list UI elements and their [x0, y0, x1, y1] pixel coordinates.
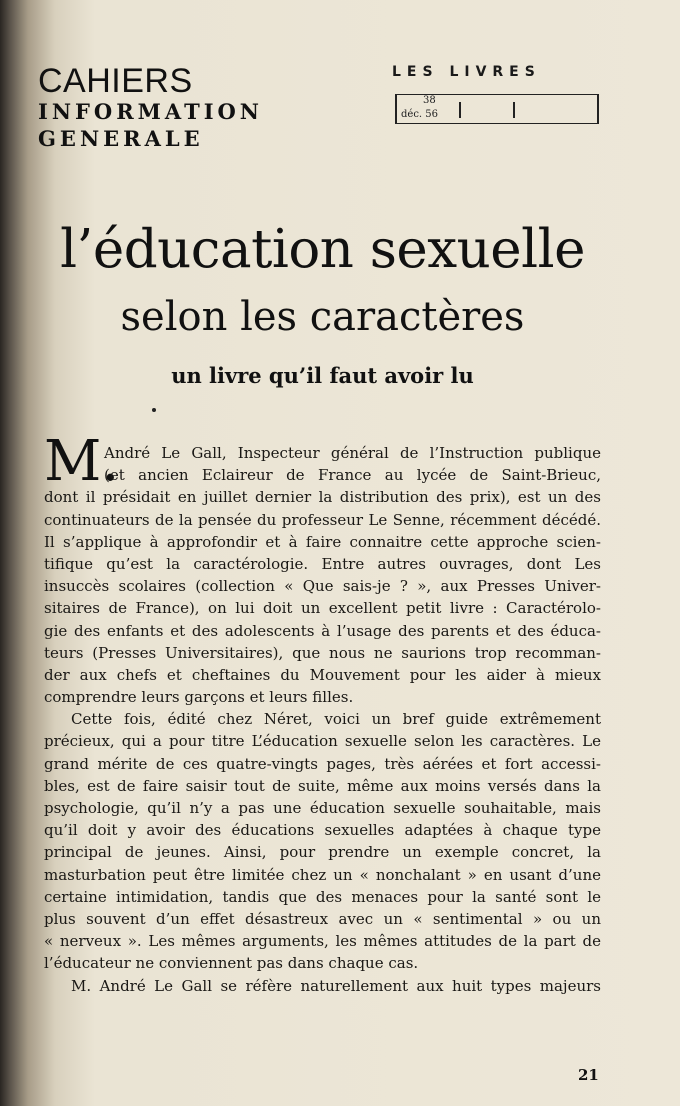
brand-title-line2: INFORMATION [38, 99, 264, 124]
issue-box [395, 94, 599, 124]
body-line: bles, est de faire saisir tout de suite, même aux moins versés dans la [44, 776, 601, 795]
body-line: certaine intimidation, tandis que des menaces pour la santé sont le [44, 887, 601, 906]
body-line: (et ancien Eclaireur de France au lycée de Saint-Brieuc, [104, 466, 601, 485]
body-line: M. André Le Gall se réfère naturellement aux huit types majeurs [71, 976, 601, 995]
ornament-dot [152, 408, 156, 412]
article-title-line2: selon les caractères [120, 294, 525, 340]
body-line: qu’il doit y avoir des éducations sexuelles adaptées à chaque type [44, 821, 601, 840]
issue-box-divider [513, 102, 515, 118]
body-line: principal de jeunes. Ainsi, pour prendre un exemple concret, la [44, 843, 601, 862]
page-number: 21 [578, 1066, 599, 1084]
brand-title-line1: CAHIERS [38, 62, 193, 100]
body-line: psychologie, qu’il n’y a pas une éducation sexuelle souhaitable, mais [44, 799, 601, 817]
article-body [44, 442, 601, 997]
body-line: insuccès scolaires (collection « Que sais-je ? », aux Presses Univer- [44, 577, 601, 596]
issue-box-divider [459, 102, 461, 118]
body-line: Cette fois, édité chez Néret, voici un bref guide extrêmement [71, 710, 601, 729]
body-line: masturbation peut être limitée chez un « nonchalant » en usant d’une [44, 865, 601, 884]
body-line: André Le Gall, Inspecteur général de l’Instruction publique [104, 444, 601, 462]
body-line: « nerveux ». Les mêmes arguments, les mêmes attitudes de la part de [44, 932, 601, 951]
drop-cap: M. [44, 429, 120, 494]
body-line: continuateurs de la pensée du professeur Le Senne, récemment décédé. [44, 510, 601, 529]
body-line: tifique qu’est la caractérologie. Entre autres ouvrages, dont Les [44, 554, 601, 573]
body-line: plus souvent d’un effet désastreux avec un « sentimental » ou un [44, 909, 601, 928]
body-line: dont il présidait en juillet dernier la distribution des prix), est un des [44, 488, 601, 507]
body-line: der aux chefs et cheftaines du Mouvement pour les aider à mieux [44, 665, 601, 684]
body-line: comprendre leurs garçons et leurs filles. [44, 688, 354, 707]
article-subtitle: un livre qu’il faut avoir lu [171, 363, 474, 388]
body-line: gie des enfants et des adolescents à l’usage des parents et des éduca- [44, 621, 601, 640]
body-line: précieux, qui a pour titre L’éducation sexuelle selon les caractères. Le [44, 732, 601, 751]
issue-date: déc. 56 [401, 109, 439, 120]
article-title: l’éducation sexuelle [60, 219, 585, 280]
body-line: teurs (Presses Universitaires), que nous ne saurions trop recomman- [44, 643, 601, 662]
body-line: grand mérite de ces quatre-vingts pages, très aérées et fort accessi- [44, 754, 601, 773]
body-line: sitaires de France), on lui doit un excellent petit livre : Caractérolo- [44, 599, 601, 618]
issue-number: 38 [423, 95, 436, 106]
body-line: Il s’applique à approfondir et à faire connaitre cette approche scien- [44, 532, 601, 551]
section-label: LES LIVRES [392, 64, 541, 80]
magazine-masthead [38, 64, 263, 152]
brand-title-line3: GENERALE [38, 126, 204, 151]
body-line: l’éducateur ne conviennent pas dans chaque cas. [44, 954, 419, 973]
